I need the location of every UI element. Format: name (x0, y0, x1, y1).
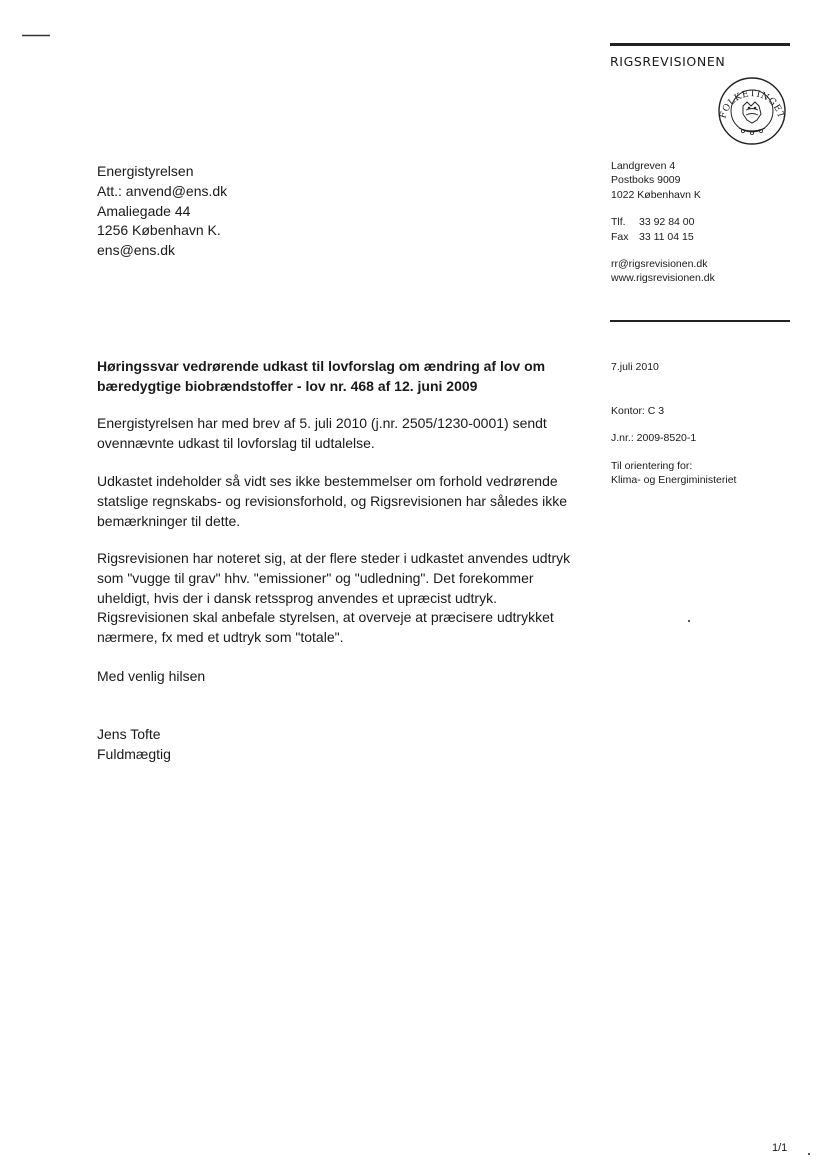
scan-mark (22, 34, 50, 37)
body-line: nærmere, fx med et udtryk som "totale". (97, 629, 344, 646)
copy-to-block (611, 459, 736, 487)
body-line: statslige regnskabs- og revisionsforhold, og Rigsrevisionen har således ikke (97, 492, 568, 509)
recipient-line: ens@ens.dk (97, 242, 176, 259)
svg-text:FOLKETINGET: FOLKETINGET (718, 89, 786, 120)
body-paragraph-1 (97, 414, 572, 454)
fax-row (611, 230, 715, 244)
recipient-line: Energistyrelsen (97, 163, 194, 179)
letter-date: 7.juli 2010 (611, 361, 659, 373)
folketinget-seal-icon (717, 76, 787, 146)
body-paragraph-3 (97, 549, 572, 648)
sender-website: www.rigsrevisionen.dk (611, 272, 715, 285)
fax-label: Fax (611, 230, 629, 243)
scan-speck (808, 1153, 810, 1155)
closing-greeting: Med venlig hilsen (97, 668, 206, 684)
letterhead-top-rule (610, 43, 790, 46)
sender-contact-block (611, 159, 715, 286)
sender-email: rr@rigsrevisionen.dk (611, 258, 708, 271)
letterhead-bottom-rule (610, 320, 790, 322)
page-number: 1/1 (772, 1142, 788, 1154)
office-reference: Kontor: C 3 (611, 405, 665, 417)
body-line: Udkastet indeholder så vidt ses ikke bestemmelser om forhold vedrørende (97, 473, 558, 489)
scan-speck (688, 620, 690, 622)
sender-address-line: Landgreven 4 (611, 160, 676, 172)
recipient-line: Att.: anvend@ens.dk (97, 182, 228, 199)
fax-number: 33 11 04 15 (639, 230, 694, 243)
org-name: RIGSREVISIONEN (610, 54, 726, 69)
phone-row (611, 215, 715, 229)
sender-address-line: 1022 København K (611, 188, 701, 201)
subject-line: bæredygtige biobrændstoffer - lov nr. 468 af 12. juni 2009 (97, 378, 478, 394)
journal-number: J.nr.: 2009-8520-1 (611, 432, 697, 444)
body-line: som "vugge til grav" hhv. "emissioner" og "udledning". Det forekommer (97, 569, 534, 586)
signature-block (97, 725, 171, 765)
body-line: ovennævnte udkast til lovforslag til udtalelse. (97, 434, 375, 451)
body-line: Rigsrevisionen har noteret sig, at der flere steder i udkastet anvendes udtryk (97, 550, 571, 566)
copy-to-recipient: Klima- og Energiministeriet (611, 474, 737, 486)
signer-name: Jens Tofte (97, 726, 161, 742)
body-paragraph-2 (97, 472, 572, 531)
body-line: uheldigt, hvis der i dansk retssprog anvendes et upræcist udtryk. (97, 589, 497, 606)
copy-to-label: Til orientering for: (611, 460, 693, 472)
subject-line: Høringssvar vedrørende udkast til lovforslag om ændring af lov om (97, 358, 546, 374)
body-line: Energistyrelsen har med brev af 5. juli 2010 (j.nr. 2505/1230-0001) sendt (97, 415, 547, 431)
body-line: bemærkninger til dette. (97, 512, 241, 529)
recipient-line: Amaliegade 44 (97, 202, 191, 219)
body-line: Rigsrevisionen skal anbefale styrelsen, at overveje at præcisere udtrykket (97, 609, 554, 626)
signer-title: Fuldmægtig (97, 745, 171, 762)
recipient-line: 1256 København K. (97, 222, 221, 239)
letter-subject (97, 356, 567, 396)
phone-label: Tlf. (611, 216, 626, 229)
phone-number: 33 92 84 00 (639, 216, 695, 229)
sender-address-line: Postboks 9009 (611, 174, 681, 187)
recipient-address (97, 162, 227, 261)
